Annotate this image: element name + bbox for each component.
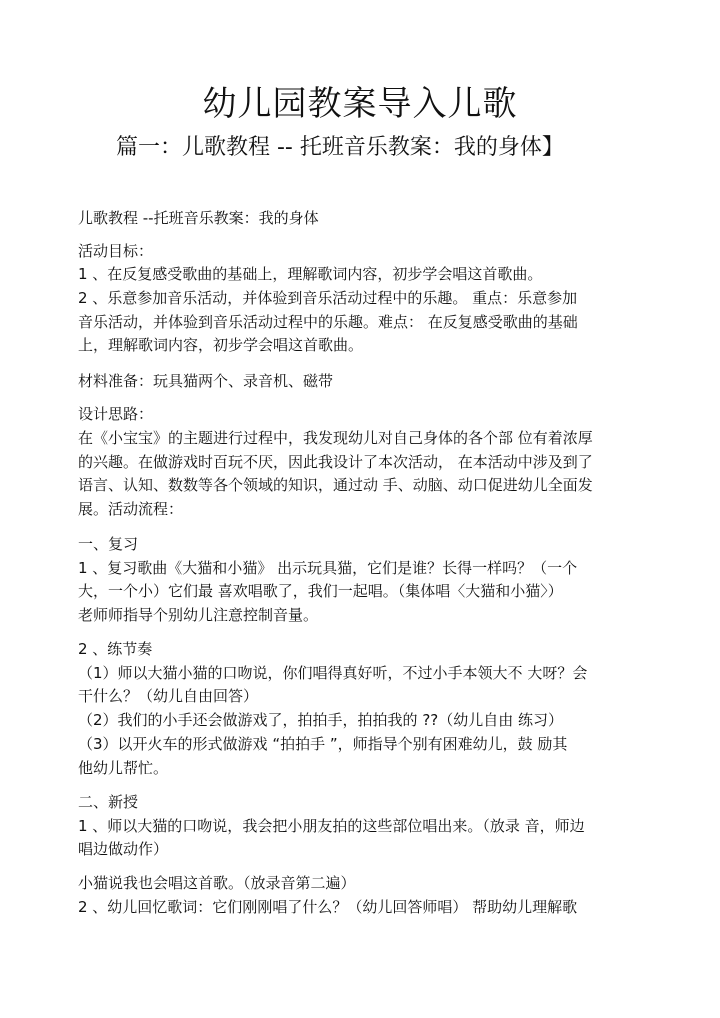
text-line: 2 、幼儿回忆歌词：它们刚刚唱了什么？（幼儿回答师唱） 帮助幼儿理解歌 [78,898,578,916]
text-line: 上，理解歌词内容，初步学会唱这首歌曲。 [78,336,364,354]
text-line: 2 、乐意参加音乐活动，并体验到音乐活动过程中的乐趣。 重点：乐意参加 [78,289,578,307]
text-line: 1 、师以大猫的口吻说，我会把小朋友拍的这些部位唱出来。（放录 音，师边 [78,817,585,835]
text-line: 干什么？（幼儿自由回答） [78,687,259,705]
text-line: 小猫说我也会唱这首歌。（放录音第二遍） [78,874,356,892]
text-line: 2 、练节奏 [78,640,153,658]
text-line: 1 、在反复感受歌曲的基础上，理解歌词内容，初步学会唱这首歌曲。 [78,265,543,283]
page-title: 幼儿园教案导入儿歌 [202,84,518,124]
text-line: （1）师以大猫小猫的口吻说，你们唱得真好听，不过小手本领大不 大呀？会 [78,664,588,682]
text-line: 唱边做动作） [78,840,169,858]
text-line: 他幼儿帮忙。 [78,759,169,777]
text-line: 活动目标： [78,242,154,260]
text-line: 材料准备：玩具猫两个、录音机、磁带 [78,372,334,390]
text-line: （3）以开火车的形式做游戏 “拍拍手 ”，师指导个别有困难幼儿，鼓 励其 [78,735,568,753]
text-line: 老师师指导个别幼儿注意控制音量。 [78,606,319,624]
text-line: 1 、复习歌曲《大猫和小猫》 出示玩具猫，它们是谁？长得一样吗？（一个 [78,559,578,577]
text-line: 一、复习 [78,535,139,553]
text-line: 儿歌教程 --托班音乐教案：我的身体 [78,209,319,227]
text-line: 在《小宝宝》的主题进行过程中，我发现幼儿对自己身体的各个部 位有着浓厚 [78,429,593,447]
text-line: 音乐活动，并体验到音乐活动过程中的乐趣。难点： 在反复感受歌曲的基础 [78,313,578,331]
text-line: 二、新授 [78,793,139,811]
text-line: 设计思路： [78,405,154,423]
text-line: 大，一个小）它们最 喜欢唱歌了，我们一起唱。（集体唱〈大猫和小猫〉） [78,582,563,600]
text-line: 语言、认知、数数等各个领域的知识，通过动 手、动脑、动口促进幼儿全面发 [78,476,593,494]
text-line: （2）我们的小手还会做游戏了，拍拍手，拍拍我的 ??（幼儿自由 练习） [78,711,564,729]
text-line: 的兴趣。在做游戏时百玩不厌，因此我设计了本次活动， 在本活动中涉及到了 [78,453,593,471]
page-subtitle: 篇一：儿歌教程 -- 托班音乐教案：我的身体】 [116,135,564,160]
text-line: 展。活动流程： [78,500,184,518]
